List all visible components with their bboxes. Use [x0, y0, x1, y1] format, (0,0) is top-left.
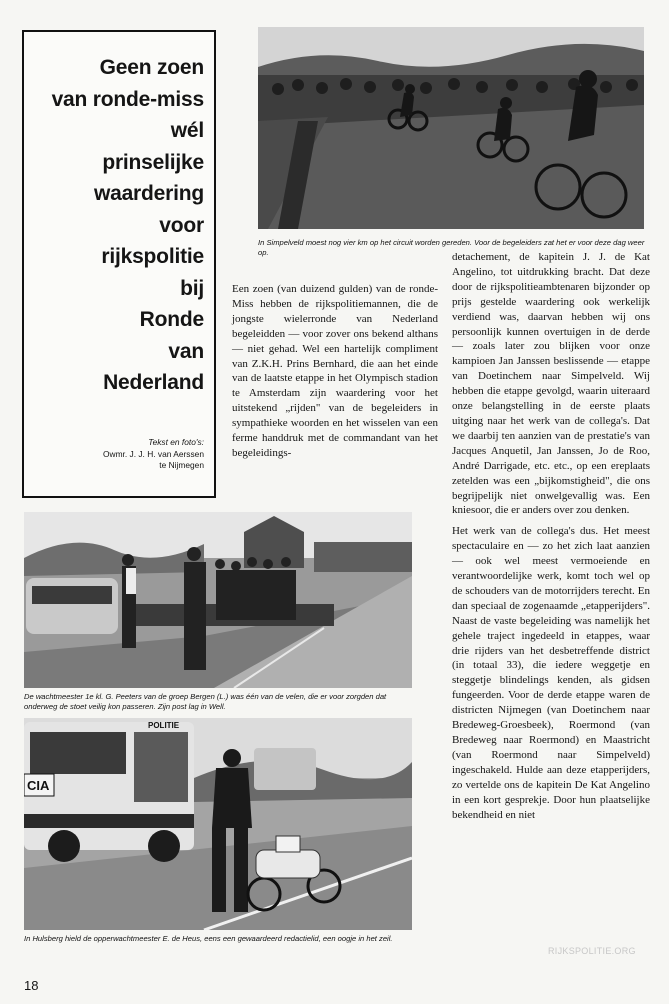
watermark: RIJKSPOLITIE.ORG [548, 946, 636, 956]
road-image [24, 512, 412, 688]
headline-line: Nederland [103, 371, 204, 394]
photo-road-officer [24, 512, 412, 688]
headline-line: van [168, 339, 204, 363]
caption-top-photo: In Simpelveld moest nog vier km op het circuit worden gereden. Voor de begeleiders zat het er voor deze dag weer op. [258, 238, 645, 258]
article-column-1 [232, 282, 438, 461]
page-number: 18 [24, 978, 39, 993]
article-paragraph: detachement, de kapitein J. J. de Kat Angelino, tot uitdrukking bracht. Dat deze door de rijkspolitieambtenaren bijzonder op prijs gestelde waardering ook werkelijk verdiend was, daarvan hebben wij ons persoonlijk kunnen overtuigen in de derde — zoals later zou blijken voor onze kampioen Jan Janssen beslissende — etappe van Doetinchem naar Simpelveld. Wij hebben die etappe gevolgd, waarin uiteraard onze belangstelling in de eerste plaats uitging naar het werk van de collega's. Dat we daarbij ten aanzien van de prestatie's van Jacques Anquetil, Jan Janssen, Jo de Roo, André Darrigade, etc. etc., op een ereplaats zetelden was een „bijkomstigheid", die ons begrijpelijk niet onwelgevallig was. Een kniesoor, die er anders over zou denken. [452, 251, 650, 517]
headline [52, 52, 204, 399]
headline-line: waardering [93, 182, 204, 205]
caption-bottom-photo: In Hulsberg hield de opperwachtmeester E. de Heus, eens een gewaardeerd redactielid, een oogje in het zeil. [24, 934, 393, 943]
photo-bus-moped [24, 718, 412, 930]
bus-front-sign: POLITIE [148, 721, 180, 730]
headline-line: prinselijke [102, 150, 204, 174]
headline-line: wél [170, 119, 204, 142]
article-paragraph: Het werk van de collega's dus. Het meest spectaculaire en — zo het zich laat aanzien — ook wel meest vermoeiende en verantwoordelijke werk, komt toch wel op de schouders van de motorrijders terecht. En dan speciaal de zogenaamde „etapperijders". Naast de vaste begeleiding was namelijk het gehele traject ingedeeld in etappes, waar drie rijders van het desbetreffende district (in totaal 33), die iedere weggetje en steggetje blindelings kenden, als gidsen fungeerden. Voor de derde etappe waren de districten Nijmegen (van Doetinchem naar Bredeweg-Groesbeek), Roermond (van Bredeweg naar Roermond) en Maastricht (van Roermond naar Simpelveld) ingeschakeld. Hulde aan deze etapperijders, zo vertelde ons de kapitein De Kat Angelino in een kort gesprekje. Door hun plaatselijke bekendheid en niet [452, 525, 650, 821]
article-paragraph: Een zoen (van duizend gulden) van de ronde-Miss hebben de rijkspolitiemannen, die de jongste wielerronde van Nederland begeleidden — voor zover ons bekend althans — niet gehad. Wel een hartelijk compliment van Z.K.H. Prins Bernhard, die aan het einde van de laatste etappe in het Olympisch stadion te Amsterdam zijn waardering voor het uitstekend „rijden" van de begeleiders in sympathieke woorden en het wisselen van een ferme handdruk met de commandant van het begeleidings- [232, 283, 438, 459]
bus-sign: CIA [27, 778, 50, 793]
credit-author: Owmr. J. J. H. van Aerssen [103, 448, 204, 459]
caption-middle-photo: De wachtmeester 1e kl. G. Peeters van de groep Bergen (L.) was één van de velen, die er voor zorgden dat onderweg de stoet veilig kon passeren. Zijn post lag in Well. [24, 692, 387, 712]
photo-credit [103, 437, 204, 472]
headline-box [22, 30, 216, 498]
headline-line: bij [180, 276, 204, 300]
cyclists-image [258, 27, 644, 229]
bus-image [24, 718, 412, 930]
headline-line: Geen zoen [99, 56, 204, 79]
photo-cyclists [258, 27, 644, 229]
headline-line: voor [159, 213, 204, 237]
headline-line: rijkspolitie [101, 245, 204, 268]
headline-line: van ronde-miss [51, 87, 204, 111]
credit-label: Tekst en foto's: [148, 437, 204, 447]
article-column-2 [452, 250, 650, 822]
headline-line: Ronde [139, 308, 204, 331]
credit-place: te Nijmegen [159, 460, 204, 470]
